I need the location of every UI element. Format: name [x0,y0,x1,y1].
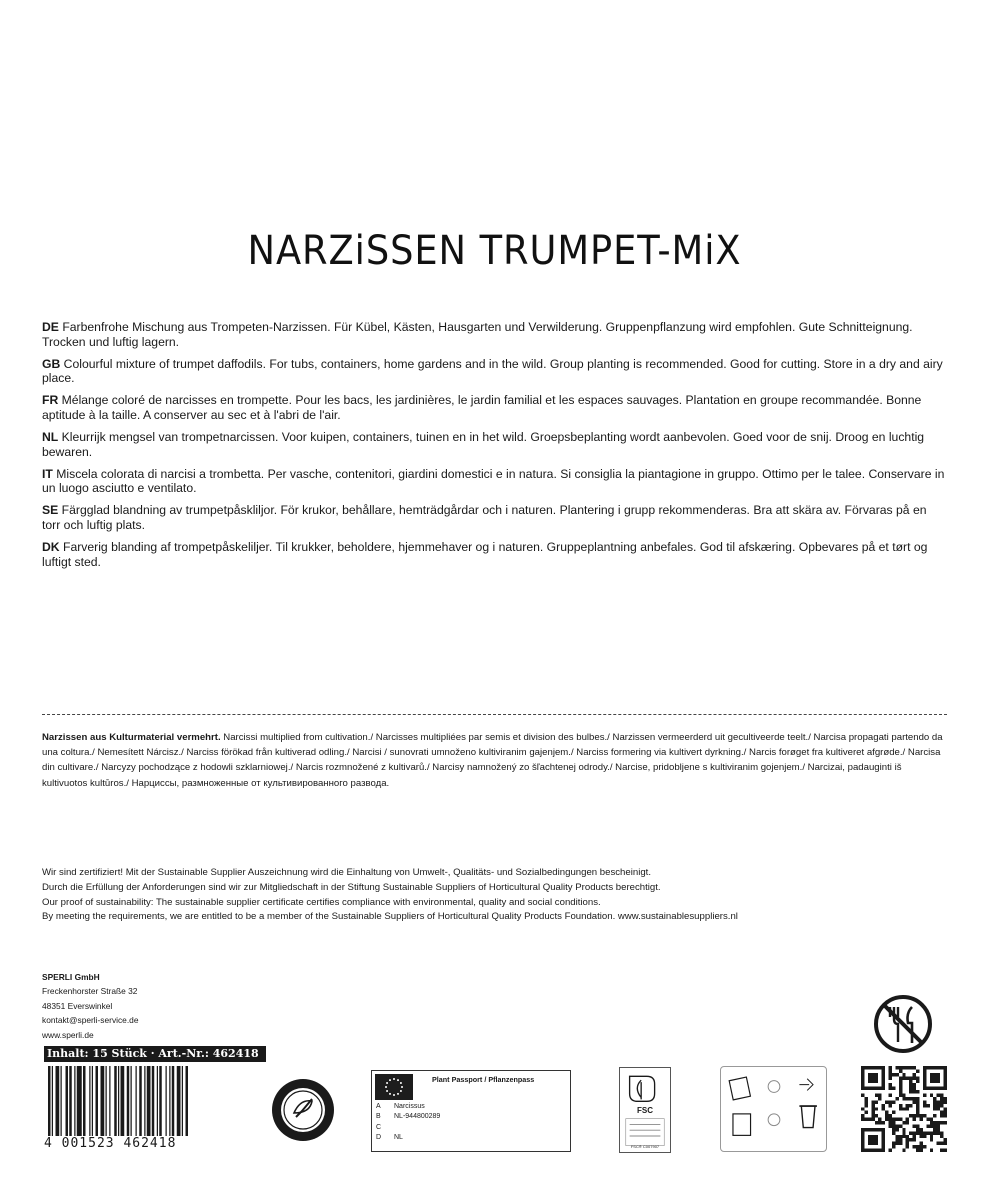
passport-row-c: C [376,1123,382,1131]
certification-line: By meeting the requirements, we are entitled to be a member of the Sustainable Suppliers of Horticultural Quality Products Foundation. www.sustainablesuppliers.nl [42,911,738,923]
company-street: Freckenhorster Straße 32 [42,986,138,997]
company-city: 48351 Everswinkel [42,1000,113,1011]
certification-text [42,866,947,925]
plant-passport [371,1070,571,1152]
fsc-text: FSC [637,1106,653,1115]
passport-row-d: D NL [376,1134,403,1142]
company-email: kontakt@sperli-service.de [42,1015,139,1026]
company-name: SPERLI GmbH [42,972,100,982]
description-de: DE Farbenfrohe Mischung aus Trompeten-Narzissen. Für Kübel, Kästen, Hausgarten und Verwilderung. Gruppenpflanzung wird empfohlen. Gute Schnitteignung. Trocken und luftig lagern. [42,320,913,349]
description-it: IT Miscela colorata di narcisi a trombetta. Per vasche, contenitori, giardini domestici e in natura. Si consiglia la piantagione in gruppo. Ottimo per le talee. Conservare in un luogo asciutto e ventilato. [42,466,945,496]
barcode-bars-icon [44,1066,234,1136]
not-for-consumption-icon [872,993,934,1055]
plant-passport-rows [376,1102,440,1144]
certification-line: Our proof of sustainability: The sustainable supplier certificate certifies compliance with environmental, quality and social conditions. [42,896,601,908]
barcode [44,1066,234,1150]
description-gb: GB Colourful mixture of trumpet daffodils. For tubs, containers, home gardens and in the wild. Group planting is recommended. Good for cutting. Store in a dry and airy place. [42,356,943,386]
certification-line: Wir sind zertifiziert! Mit der Sustainable Supplier Auszeichnung wird die Einhaltung von Umwelt-, Qualitäts- und Sozialbedingungen bescheinigt. [42,867,651,878]
company-address [42,970,138,1042]
company-web: www.sperli.de [42,1029,94,1040]
fsc-code: FSC® C007907 [630,1144,660,1149]
passport-row-a: A Narcissus [376,1103,425,1110]
product-title: NARZiSSEN TRUMPET-MiX [247,228,742,274]
content-article-bar: Inhalt: 15 Stück · Art.-Nr.: 462418 [44,1046,266,1062]
qr-code-icon [861,1066,947,1152]
descriptions [42,320,947,577]
description-fr: FR Mélange coloré de narcisses en trompette. Pour les bacs, les jardinières, le jardin familial et les espaces sauvages. Plantation en groupe recommandée. Bonne aptitude à la taille. A conserver au sec et à l'abri de l'air. [42,393,922,422]
dashed-divider [42,714,947,715]
barcode-digits: 4 001523 462418 [44,1136,177,1151]
description-se: SE Färgglad blandning av trumpetpåskliljor. För krukor, behållare, hemträdgårdar och i naturen. Plantering i grupp rekommenderas. Bra att skära av. Förvaras på en torr och luftig plats. [42,503,927,533]
plant-passport-title: Plant Passport / Pflanzenpass [432,1075,535,1084]
fsc-label [619,1067,671,1153]
recycle-instructions-icon [720,1066,827,1152]
sustainable-supplier-badge-icon [270,1077,336,1143]
passport-row-b: B NL-944800289 [376,1113,441,1121]
certification-line: Durch die Erfüllung der Anforderungen sind wir zur Mitgliedschaft in der Stiftung Sustainable Suppliers of Horticultural Quality Products berechtigt. [42,881,661,893]
description-dk: DK Farverig blanding af trompetpåskeliljer. Til krukker, beholdere, hjemmehaver og i naturen. Gruppeplantning anbefales. God til afskæring. Opbevares på et tørt og luftigt sted. [42,540,928,569]
eu-flag-icon [375,1074,413,1100]
origin-statement: Narzissen aus Kulturmaterial vermehrt. Narcissi multiplied from cultivation./ Narcisses multipliées par semis et division des bulbes./ Narzissen vermeerderd uit gecultiveerde teelt./ Narcisa propagati partendo da una coltura./ Nemesített Nárcisz./ Narciss förökad från kultiverad odling./ Narcisi / sunovrati umnoženo kultiviranim gajenjem./ Narciss formering via kultivert dyrkning./ Narcis forøget fra kultiveret afgrøde./ Narcisa din cultivare./ Narcyzy pochodzące z hodowli szklarniowej./ Narcis rozmnožené z kultivarů./ Narcisy namnožený zo šľachtenej odrody./ Narcise, pridobljene s kultiviranim gojenjem./ Narcizai, padauginti iš kultivuotos kultūros./ Нарциссы, размноженные от культивированного развода. [42,732,943,789]
description-nl: NL Kleurrijk mengsel van trompetnarcissen. Voor kuipen, containers, tuinen en in het wild. Groepsbeplanting wordt aanbevolen. Goed voor de snij. Droog en luchtig bewaren. [42,430,925,459]
